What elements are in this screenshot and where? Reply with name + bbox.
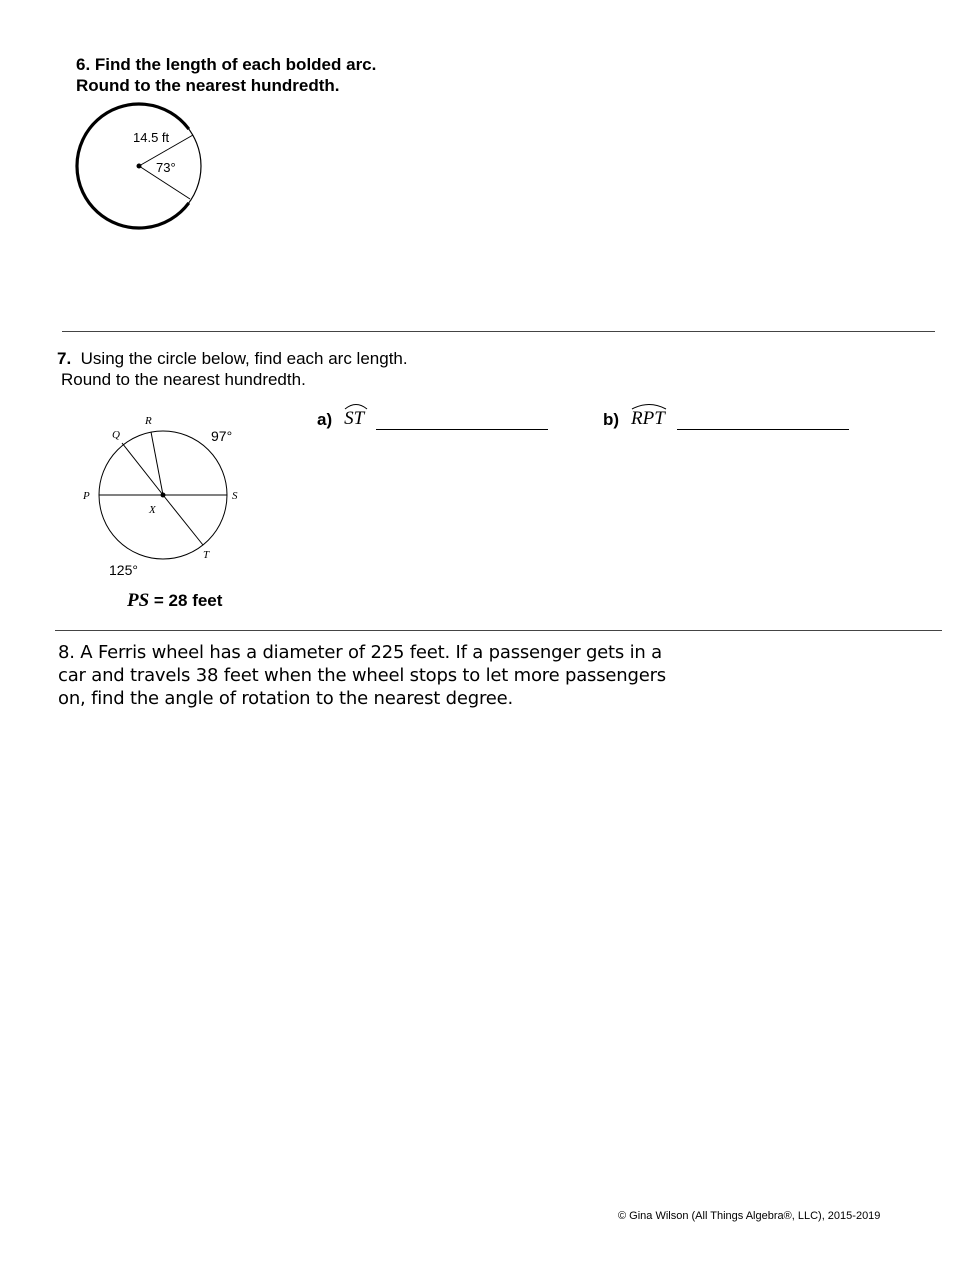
- q6-prompt: [76, 54, 376, 96]
- q7-circle-diagram: [75, 405, 265, 585]
- q7-point-p: P: [83, 490, 90, 502]
- arc-symbol-icon: [631, 402, 667, 410]
- q7-part-b-label: b): [603, 410, 620, 429]
- q7-part-b-arc-text: RPT: [631, 408, 665, 429]
- q8-line1: A Ferris wheel has a diameter of 225 feet. If a passenger gets in a: [74, 642, 662, 663]
- q6-angle-label: 73°: [156, 160, 176, 175]
- q8-line3: on, find the angle of rotation to the nearest degree.: [58, 688, 514, 709]
- q7-title-line1: Using the circle below, find each arc length.: [80, 349, 408, 368]
- q7-prompt: [57, 348, 408, 390]
- q8-line2: car and travels 38 feet when the wheel stops to let more passengers: [58, 665, 666, 686]
- q7-radius-xt: [163, 495, 203, 545]
- q7-center-point: [161, 493, 166, 498]
- divider-1: [62, 331, 935, 332]
- q7-given: [127, 590, 222, 612]
- q7-radius-xr: [151, 432, 163, 495]
- q7-part-b-arc: [631, 404, 665, 430]
- q7-given-rest: = 28 feet: [149, 591, 223, 610]
- copyright-footer: © Gina Wilson (All Things Algebra®, LLC), 2015-2019: [618, 1210, 881, 1222]
- q7-part-a-label: a): [317, 410, 333, 429]
- q6-radius-label: 14.5 ft: [133, 130, 170, 145]
- q7-angle-125: 125°: [109, 562, 138, 578]
- q7-point-t: T: [203, 549, 210, 561]
- q6-title-line2: Round to the nearest hundredth.: [76, 76, 340, 95]
- q6-title-line1: 6. Find the length of each bolded arc.: [76, 55, 377, 74]
- q7-part-a-arc: [344, 404, 364, 430]
- q7-point-x: X: [149, 504, 156, 516]
- q7-part-a-arc-text: ST: [344, 408, 365, 429]
- q8-prompt: [58, 641, 666, 710]
- q7-point-q: Q: [112, 429, 120, 441]
- q6-center-point: [137, 164, 142, 169]
- q6-circle-diagram: [60, 95, 220, 240]
- q7-number: 7.: [57, 349, 72, 368]
- q7-part-a-answer-blank[interactable]: [376, 411, 548, 430]
- q8-number: 8.: [58, 642, 75, 663]
- q7-angle-97: 97°: [211, 428, 233, 444]
- arc-symbol-icon: [344, 402, 368, 410]
- divider-2: [55, 630, 942, 631]
- q7-title-line2: Round to the nearest hundredth.: [61, 370, 306, 389]
- q7-radius-xq: [122, 443, 163, 495]
- q7-point-s: S: [232, 490, 238, 502]
- q7-part-b-answer-blank[interactable]: [677, 411, 849, 430]
- q7-given-var: PS: [127, 590, 150, 611]
- q7-part-b: [603, 404, 849, 430]
- q7-part-a: [317, 404, 548, 430]
- q7-point-r: R: [145, 415, 152, 427]
